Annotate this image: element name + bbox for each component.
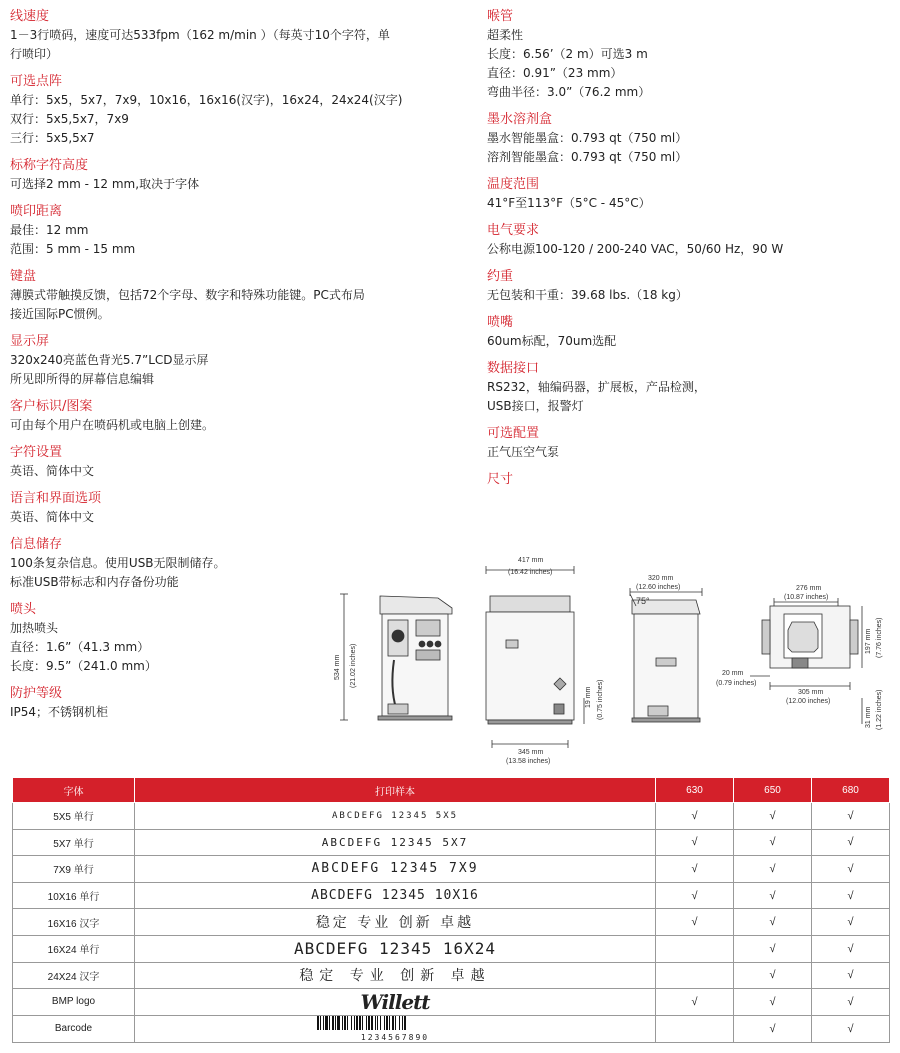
section-line: 范围：5 mm - 15 mm bbox=[10, 242, 136, 256]
section-line: 无包装和干重：39.68 lbs.（18 kg） bbox=[487, 288, 688, 302]
spec-section bbox=[10, 490, 465, 527]
model-680-check: √ bbox=[812, 989, 890, 1016]
model-630-check: √ bbox=[656, 989, 734, 1016]
section-line: 长度：9.5”（241.0 mm） bbox=[10, 659, 157, 673]
print-sample-cell: 稳定 专业 创新 卓越 bbox=[135, 962, 656, 989]
model-680-check: √ bbox=[812, 803, 890, 830]
barcode-bar bbox=[356, 1016, 358, 1030]
header-sample: 打印样本 bbox=[135, 778, 656, 803]
section-line: 超柔性 bbox=[487, 28, 524, 42]
small-mm-label: 31 mm bbox=[865, 706, 872, 728]
barcode-bar bbox=[392, 1016, 394, 1030]
depth-mm-label: 320 mm bbox=[648, 575, 674, 582]
top-mm-label: 276 mm bbox=[796, 585, 822, 592]
table-header-row bbox=[13, 778, 890, 803]
foot-mm-label: 19 mm bbox=[585, 686, 592, 708]
section-line: 英语、简体中文 bbox=[10, 464, 95, 478]
barcode-bar bbox=[320, 1016, 321, 1030]
barcode-bar bbox=[344, 1016, 346, 1030]
side-inch-label: (7.76 inches) bbox=[876, 617, 883, 658]
model-680-check: √ bbox=[812, 829, 890, 856]
model-650-check: √ bbox=[734, 909, 812, 936]
model-630-check: √ bbox=[656, 803, 734, 830]
section-line: 长度：6.56’（2 m）可选3 m bbox=[487, 47, 648, 61]
section-line: 60um标配，70um选配 bbox=[487, 334, 617, 348]
side-mm-label: 197 mm bbox=[865, 628, 872, 654]
font-name-cell: 10X16 单行 bbox=[13, 882, 135, 909]
font-spec-table bbox=[12, 777, 890, 1043]
model-650-check: √ bbox=[734, 935, 812, 962]
spec-section bbox=[10, 333, 465, 389]
font-name-cell: 16X24 单行 bbox=[13, 935, 135, 962]
spec-section bbox=[487, 425, 892, 462]
section-line: 薄膜式带触摸反馈，包括72个字母、数字和特殊功能键。PC式布局 bbox=[10, 288, 365, 302]
section-line: 公称电源100-120 / 200-240 VAC，50/60 Hz，90 W bbox=[487, 242, 784, 256]
model-680-check: √ bbox=[812, 1015, 890, 1042]
font-name-cell: BMP logo bbox=[13, 989, 135, 1016]
model-680-check: √ bbox=[812, 882, 890, 909]
barcode-bar bbox=[354, 1016, 355, 1030]
angle-label: 75° bbox=[636, 596, 650, 606]
base-mm-label: 345 mm bbox=[518, 749, 544, 756]
print-sample-cell: 稳定 专业 创新 卓越 bbox=[135, 909, 656, 936]
table-row bbox=[13, 989, 890, 1016]
print-sample-cell: ABCDEFG 12345 16X24 bbox=[135, 935, 656, 962]
height-mm-label: 534 mm bbox=[334, 654, 341, 680]
model-630-check: √ bbox=[656, 909, 734, 936]
spec-section bbox=[487, 360, 892, 416]
spec-section bbox=[487, 314, 892, 351]
section-title: 喷头 bbox=[10, 602, 37, 617]
willett-logo: Willett bbox=[360, 989, 430, 1014]
section-title: 客户标识/图案 bbox=[10, 399, 93, 414]
section-line: 单行：5x5，5x7，7x9，10x16，16x16(汉字)，16x24，24x24(汉字) bbox=[10, 93, 403, 107]
barcode-bar bbox=[332, 1016, 334, 1030]
table-row bbox=[13, 856, 890, 883]
barcode-bar bbox=[347, 1016, 348, 1030]
barcode-bar bbox=[399, 1016, 400, 1030]
section-line: 三行：5x5,5x7 bbox=[10, 131, 95, 145]
section-line: RS232，轴编码器，扩展板，产品检测， bbox=[487, 380, 706, 394]
model-630-check: √ bbox=[656, 856, 734, 883]
barcode-bar bbox=[402, 1016, 403, 1030]
section-title: 标称字符高度 bbox=[10, 158, 89, 173]
font-name-cell: 5X7 单行 bbox=[13, 829, 135, 856]
barcode-bar bbox=[375, 1016, 376, 1030]
barcode-bar bbox=[325, 1016, 328, 1030]
section-title: 电气要求 bbox=[487, 223, 540, 238]
barcode-bar bbox=[389, 1016, 390, 1030]
section-line: 弯曲半径：3.0”（76.2 mm） bbox=[487, 85, 651, 99]
barcode-bar bbox=[380, 1016, 381, 1030]
dimension-drawings bbox=[330, 548, 890, 766]
barcode-bar bbox=[371, 1016, 373, 1030]
table-row bbox=[13, 882, 890, 909]
font-name-cell: 24X24 汉字 bbox=[13, 962, 135, 989]
section-title: 墨水溶剂盒 bbox=[487, 112, 553, 127]
bottom-mm-label: 305 mm bbox=[798, 689, 824, 696]
barcode-bar bbox=[351, 1016, 352, 1030]
foot-inch-label: (0.75 inches) bbox=[597, 679, 604, 720]
barcode-bar bbox=[335, 1016, 336, 1030]
section-line: 溶剂智能墨盒：0.793 qt（750 ml） bbox=[487, 150, 688, 164]
print-sample-cell: ABCDEFG 12345 7X9 bbox=[135, 856, 656, 883]
spec-section bbox=[487, 111, 892, 167]
table-row bbox=[13, 935, 890, 962]
section-line: 加热喷头 bbox=[10, 621, 59, 635]
section-title: 约重 bbox=[487, 269, 514, 284]
section-title: 数据接口 bbox=[487, 361, 540, 376]
base-inch-label: (13.58 inches) bbox=[506, 758, 551, 765]
section-title: 可选配置 bbox=[487, 426, 540, 441]
depth-inch-label: (12.60 inches) bbox=[636, 584, 681, 591]
small-inch-label: (1.22 inches) bbox=[876, 689, 883, 730]
top-inch-label: (10.87 inches) bbox=[784, 594, 829, 601]
print-sample-cell bbox=[135, 989, 656, 1016]
front-view bbox=[486, 566, 584, 748]
spec-section bbox=[487, 8, 892, 102]
section-title: 防护等级 bbox=[10, 686, 63, 701]
header-font: 字体 bbox=[13, 778, 135, 803]
section-line: 100条复杂信息。使用USB无限制储存。 bbox=[10, 556, 226, 570]
section-title: 喉管 bbox=[487, 9, 514, 24]
header-680: 680 bbox=[812, 778, 890, 803]
section-line: 双行：5x5,5x7，7x9 bbox=[10, 112, 129, 126]
section-line: 接近国际PC惯例。 bbox=[10, 307, 110, 321]
spec-section bbox=[10, 8, 465, 64]
model-630-check bbox=[656, 1015, 734, 1042]
spec-section bbox=[10, 398, 465, 435]
section-line: 行喷印） bbox=[10, 47, 59, 61]
model-650-check: √ bbox=[734, 962, 812, 989]
spec-section bbox=[487, 268, 892, 305]
barcode-bar bbox=[368, 1016, 370, 1030]
model-650-check: √ bbox=[734, 803, 812, 830]
model-680-check: √ bbox=[812, 962, 890, 989]
model-650-check: √ bbox=[734, 989, 812, 1016]
model-680-check: √ bbox=[812, 909, 890, 936]
barcode-bar bbox=[366, 1016, 367, 1030]
barcode-bar bbox=[317, 1016, 319, 1030]
model-680-check: √ bbox=[812, 935, 890, 962]
model-650-check: √ bbox=[734, 829, 812, 856]
section-title: 喷印距离 bbox=[10, 204, 63, 219]
barcode-bars bbox=[315, 1016, 475, 1030]
barcode-bar bbox=[329, 1016, 330, 1030]
barcode-bar bbox=[359, 1016, 361, 1030]
font-name-cell: 5X5 单行 bbox=[13, 803, 135, 830]
section-line: IP54；不锈钢机柜 bbox=[10, 705, 109, 719]
bottom-inch-label: (12.00 inches) bbox=[786, 698, 831, 705]
section-line: 1－3行喷码，速度可达533fpm（162 m/min ）（每英寸10个字符，单 bbox=[10, 28, 390, 42]
spec-section bbox=[10, 157, 465, 194]
top-view bbox=[750, 598, 862, 724]
barcode-sample bbox=[315, 1016, 475, 1042]
barcode-bar bbox=[386, 1016, 388, 1030]
section-title: 字符设置 bbox=[10, 445, 63, 460]
section-line: 墨水智能墨盒：0.793 qt（750 ml） bbox=[487, 131, 688, 145]
width-mm-label: 417 mm bbox=[518, 557, 544, 564]
section-title: 尺寸 bbox=[487, 472, 514, 487]
section-title: 线速度 bbox=[10, 9, 50, 24]
offset-mm-label: 20 mm bbox=[722, 670, 744, 677]
section-line: 可选择2 mm - 12 mm,取决于字体 bbox=[10, 177, 200, 191]
model-630-check bbox=[656, 935, 734, 962]
section-title: 喷嘴 bbox=[487, 315, 514, 330]
model-650-check: √ bbox=[734, 882, 812, 909]
section-line: 直径：0.91”（23 mm） bbox=[487, 66, 623, 80]
section-title: 语言和界面选项 bbox=[10, 491, 102, 506]
barcode-bar bbox=[395, 1016, 396, 1030]
font-name-cell: Barcode bbox=[13, 1015, 135, 1042]
section-title: 信息储存 bbox=[10, 537, 63, 552]
section-line: 最佳：12 mm bbox=[10, 223, 89, 237]
section-title: 温度范围 bbox=[487, 177, 540, 192]
barcode-bar bbox=[342, 1016, 343, 1030]
section-line: 所见即所得的屏幕信息编辑 bbox=[10, 372, 155, 386]
print-sample-cell: ABCDEFG 12345 10X16 bbox=[135, 882, 656, 909]
spec-section bbox=[10, 268, 465, 324]
spec-section bbox=[10, 203, 465, 259]
section-line: 320x240亮蓝色背光5.7”LCD显示屏 bbox=[10, 353, 209, 367]
section-line: 正气压空气泵 bbox=[487, 445, 560, 459]
print-sample-cell: ABCDEFG 12345 5X7 bbox=[135, 829, 656, 856]
font-name-cell: 16X16 汉字 bbox=[13, 909, 135, 936]
section-title: 显示屏 bbox=[10, 334, 50, 349]
section-line: 41°F至113°F（5°C - 45°C） bbox=[487, 196, 651, 210]
font-name-cell: 7X9 单行 bbox=[13, 856, 135, 883]
header-650: 650 bbox=[734, 778, 812, 803]
table-row bbox=[13, 962, 890, 989]
header-630: 630 bbox=[656, 778, 734, 803]
spec-section bbox=[487, 176, 892, 213]
table-row bbox=[13, 829, 890, 856]
side-view-right bbox=[630, 588, 702, 722]
barcode-bar bbox=[362, 1016, 363, 1030]
barcode-bar bbox=[377, 1016, 378, 1030]
model-650-check: √ bbox=[734, 856, 812, 883]
spec-section bbox=[487, 471, 892, 489]
print-sample-cell bbox=[135, 1015, 656, 1042]
print-sample-cell: ABCDEFG 12345 5X5 bbox=[135, 803, 656, 830]
model-630-check: √ bbox=[656, 829, 734, 856]
model-630-check bbox=[656, 962, 734, 989]
barcode-bar bbox=[384, 1016, 385, 1030]
table-row bbox=[13, 909, 890, 936]
dimension-diagrams bbox=[330, 548, 890, 766]
spec-section bbox=[10, 73, 465, 148]
height-inch-label: (21.02 inches) bbox=[350, 643, 357, 688]
barcode-bar bbox=[337, 1016, 340, 1030]
section-line: USB接口，报警灯 bbox=[487, 399, 584, 413]
model-680-check: √ bbox=[812, 856, 890, 883]
section-title: 可选点阵 bbox=[10, 74, 63, 89]
barcode-number: 1234567890 bbox=[360, 1032, 430, 1042]
barcode-bar bbox=[404, 1016, 406, 1030]
table-row bbox=[13, 1015, 890, 1042]
model-630-check: √ bbox=[656, 882, 734, 909]
barcode-bar bbox=[323, 1016, 324, 1030]
model-650-check: √ bbox=[734, 1015, 812, 1042]
spec-section bbox=[487, 222, 892, 259]
section-line: 标准USB带标志和内存备份功能 bbox=[10, 575, 179, 589]
right-spec-column bbox=[487, 8, 892, 498]
width-inch-label: (16.42 inches) bbox=[508, 569, 553, 576]
spec-section bbox=[10, 444, 465, 481]
section-line: 英语、简体中文 bbox=[10, 510, 95, 524]
section-line: 可由每个用户在喷码机或电脑上创建。 bbox=[10, 418, 215, 432]
section-line: 直径：1.6”（41.3 mm） bbox=[10, 640, 150, 654]
section-title: 键盘 bbox=[10, 269, 37, 284]
table-row bbox=[13, 803, 890, 830]
offset-inch-label: (0.79 inches) bbox=[716, 680, 757, 687]
